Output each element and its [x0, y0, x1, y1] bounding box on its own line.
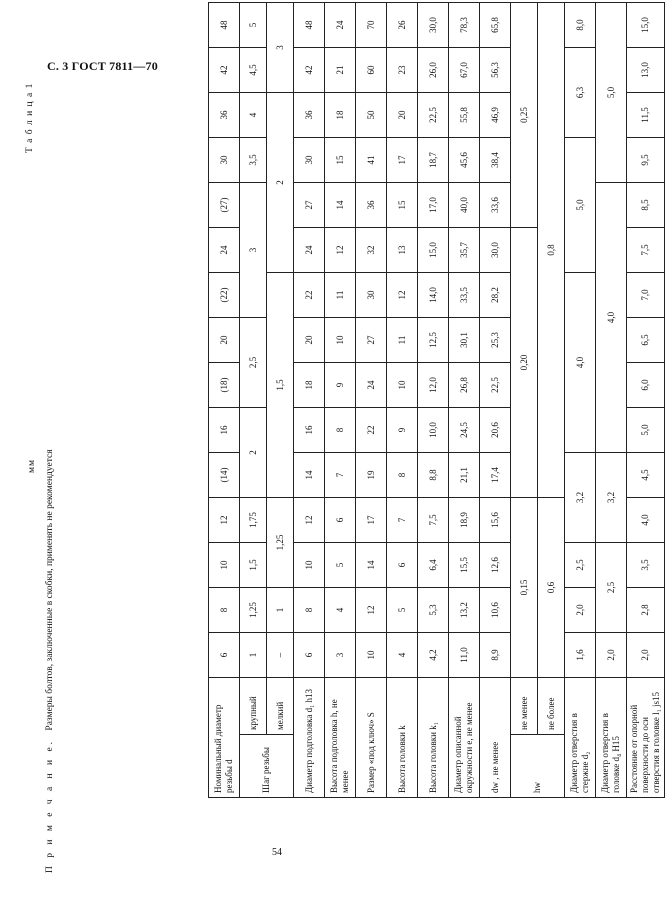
diameter-cell: 12 — [209, 498, 240, 543]
dimensions-table — [208, 2, 665, 798]
cell: 40,0 — [449, 183, 480, 228]
table-rotator — [208, 3, 665, 798]
cell: 20 — [387, 93, 418, 138]
cell: 56,3 — [480, 48, 511, 93]
diameter-cell: 8 — [209, 588, 240, 633]
cell: 2 — [267, 93, 294, 273]
cell: 12 — [294, 498, 325, 543]
d1-label: Диаметр подголовка d₁ h13 — [294, 678, 325, 798]
pitch-header: Шаг резьбы — [240, 735, 294, 798]
cell: 7,5 — [418, 498, 449, 543]
cell: 13 — [387, 228, 418, 273]
cell: 8 — [294, 588, 325, 633]
cell: 4,0 — [596, 183, 627, 453]
cell: 6 — [325, 498, 356, 543]
cell: 15,6 — [480, 498, 511, 543]
cell: 9 — [387, 408, 418, 453]
diameter-cell: 30 — [209, 138, 240, 183]
cell: 17 — [387, 138, 418, 183]
k1-label: Высота головки k₁ — [418, 678, 449, 798]
nominal-diameter-header: Номинальный диаметр резьбы d — [209, 678, 240, 798]
cell: 15,0 — [418, 228, 449, 273]
cell: 14 — [356, 543, 387, 588]
cell: 2 — [240, 408, 267, 498]
cell: 15 — [387, 183, 418, 228]
cell: 8,9 — [480, 633, 511, 678]
cell: 4 — [325, 588, 356, 633]
cell: 24 — [356, 363, 387, 408]
cell: 4,5 — [240, 48, 267, 93]
cell: 0,6 — [538, 498, 565, 678]
cell: 1 — [240, 633, 267, 678]
table-row — [449, 3, 480, 798]
d2-label: Диаметр отверстия в стержне d₂ — [565, 678, 596, 798]
table-row — [480, 3, 511, 798]
cell: 36 — [356, 183, 387, 228]
cell: 0,15 — [511, 498, 538, 678]
diameter-cell: 42 — [209, 48, 240, 93]
cell: 12 — [325, 228, 356, 273]
table-row — [418, 3, 449, 798]
cell: 1 — [267, 588, 294, 633]
diameter-cell: (18) — [209, 363, 240, 408]
cell: 18 — [325, 93, 356, 138]
pitch-fine-label: мелкий — [267, 678, 294, 735]
cell: 3 — [325, 633, 356, 678]
page-number: 54 — [272, 847, 282, 858]
cell: 24,5 — [449, 408, 480, 453]
cell: 22,5 — [418, 93, 449, 138]
cell: 0,25 — [511, 3, 538, 228]
cell: 4,5 — [627, 453, 665, 498]
cell: 22 — [356, 408, 387, 453]
cell: 1,75 — [240, 498, 267, 543]
cell: 9 — [325, 363, 356, 408]
cell: 3,2 — [565, 453, 596, 543]
cell: 13,2 — [449, 588, 480, 633]
cell: 11,5 — [627, 93, 665, 138]
cell: 4,2 — [418, 633, 449, 678]
e-label: Диаметр описанной окружности e, не менее — [449, 678, 480, 798]
cell: 8,5 — [627, 183, 665, 228]
cell: 30 — [294, 138, 325, 183]
cell: 50 — [356, 93, 387, 138]
note-label: П р и м е ч а н и е. — [45, 738, 55, 873]
d4-label: Диаметр отверстия в головке d₄ H15 — [596, 678, 627, 798]
cell: 5 — [387, 588, 418, 633]
cell: 6 — [387, 543, 418, 588]
cell: 26 — [387, 3, 418, 48]
s-label: Размер «под ключ» S — [356, 678, 387, 798]
diameter-cell: (14) — [209, 453, 240, 498]
cell: 15,5 — [449, 543, 480, 588]
cell: 10,0 — [418, 408, 449, 453]
diameter-cell: 24 — [209, 228, 240, 273]
cell: 8 — [325, 408, 356, 453]
cell: 15,0 — [627, 3, 665, 48]
cell: 42 — [294, 48, 325, 93]
cell: 3 — [267, 3, 294, 93]
cell: 32 — [356, 228, 387, 273]
cell: 12,6 — [480, 543, 511, 588]
units-label: мм — [27, 458, 37, 473]
cell: 67,0 — [449, 48, 480, 93]
cell: 7 — [325, 453, 356, 498]
cell: 20,6 — [480, 408, 511, 453]
cell: 10 — [325, 318, 356, 363]
cell: 12 — [387, 273, 418, 318]
cell: 33,6 — [480, 183, 511, 228]
cell: 45,6 — [449, 138, 480, 183]
cell: 18 — [294, 363, 325, 408]
cell: 2,5 — [596, 543, 627, 633]
cell: 3,5 — [240, 138, 267, 183]
cell: 5 — [325, 543, 356, 588]
cell: 10 — [387, 363, 418, 408]
table-row — [596, 3, 627, 798]
table-row — [209, 3, 240, 798]
hw-max-label: не более — [538, 678, 565, 735]
cell: 23 — [387, 48, 418, 93]
cell: 12,5 — [418, 318, 449, 363]
cell: 3,5 — [627, 543, 665, 588]
cell: 3 — [240, 183, 267, 318]
cell: 65,8 — [480, 3, 511, 48]
cell: 18,7 — [418, 138, 449, 183]
diameter-cell: 10 — [209, 543, 240, 588]
dw-label: dw , не менее — [480, 678, 511, 798]
cell: 17,0 — [418, 183, 449, 228]
table-row — [267, 3, 294, 798]
cell: 0,8 — [538, 3, 565, 498]
cell: 21 — [325, 48, 356, 93]
cell: 55,8 — [449, 93, 480, 138]
cell: 41 — [356, 138, 387, 183]
cell: 5,3 — [418, 588, 449, 633]
diameter-cell: (27) — [209, 183, 240, 228]
cell: 35,7 — [449, 228, 480, 273]
cell: 7 — [387, 498, 418, 543]
diameter-cell: 16 — [209, 408, 240, 453]
cell: 30,0 — [480, 228, 511, 273]
cell: 17,4 — [480, 453, 511, 498]
cell: 4 — [387, 633, 418, 678]
cell: 8,8 — [418, 453, 449, 498]
cell: 17 — [356, 498, 387, 543]
table-note — [45, 449, 55, 873]
cell: 26,8 — [449, 363, 480, 408]
cell: 12 — [356, 588, 387, 633]
cell: 10 — [356, 633, 387, 678]
diameter-cell: 48 — [209, 3, 240, 48]
cell: 15 — [325, 138, 356, 183]
cell: 60 — [356, 48, 387, 93]
cell: 1,25 — [267, 498, 294, 588]
cell: 2,5 — [565, 543, 596, 588]
table-row — [627, 3, 665, 798]
cell: 11,0 — [449, 633, 480, 678]
cell: 46,9 — [480, 93, 511, 138]
cell: 2,0 — [596, 633, 627, 678]
cell: 18,9 — [449, 498, 480, 543]
hw-min-label: не менее — [511, 678, 538, 735]
table-row — [294, 3, 325, 798]
diameter-cell: 6 — [209, 633, 240, 678]
cell: 0,20 — [511, 228, 538, 498]
cell: 6,5 — [627, 318, 665, 363]
cell: 3,2 — [596, 453, 627, 543]
cell: 10 — [294, 543, 325, 588]
table-row — [538, 3, 565, 798]
cell: 5,0 — [596, 3, 627, 183]
cell: 14 — [325, 183, 356, 228]
cell: 8 — [387, 453, 418, 498]
cell: 10,6 — [480, 588, 511, 633]
cell: 30 — [356, 273, 387, 318]
cell: 11 — [387, 318, 418, 363]
cell: 1,5 — [240, 543, 267, 588]
cell: 1,25 — [240, 588, 267, 633]
table-row — [356, 3, 387, 798]
l1-label: Расстояние от опорной поверхности до оси отверстия в головке l₁ js15 — [627, 678, 665, 798]
cell: 4,0 — [565, 273, 596, 453]
cell: 5,0 — [627, 408, 665, 453]
note-text: Размеры болтов, заключенные в скобки, применять не рекомендуется — [45, 449, 55, 731]
cell: 26,0 — [418, 48, 449, 93]
cell: 25,3 — [480, 318, 511, 363]
cell: 4,0 — [627, 498, 665, 543]
k-label: Высота головки k — [387, 678, 418, 798]
diameter-cell: (22) — [209, 273, 240, 318]
cell: 1,5 — [267, 273, 294, 498]
cell: 27 — [356, 318, 387, 363]
cell: 16 — [294, 408, 325, 453]
diameter-cell: 36 — [209, 93, 240, 138]
cell: 11 — [325, 273, 356, 318]
cell: 33,5 — [449, 273, 480, 318]
cell: 21,1 — [449, 453, 480, 498]
h-label: Высота подголовка h, не менее — [325, 678, 356, 798]
cell: 5,0 — [565, 138, 596, 273]
cell: 6 — [294, 633, 325, 678]
cell: 6,0 — [627, 363, 665, 408]
cell: 70 — [356, 3, 387, 48]
table-title: Т а б л и ц а 1 — [25, 82, 35, 153]
cell: 36 — [294, 93, 325, 138]
cell: 7,0 — [627, 273, 665, 318]
pitch-coarse-label: крупный — [240, 678, 267, 735]
table-row — [240, 3, 267, 798]
cell: 6,4 — [418, 543, 449, 588]
cell: 9,5 — [627, 138, 665, 183]
hw-label: hw — [511, 735, 565, 798]
cell: 19 — [356, 453, 387, 498]
table-row — [511, 3, 538, 798]
cell: 14 — [294, 453, 325, 498]
cell: 22 — [294, 273, 325, 318]
diameter-cell: 20 — [209, 318, 240, 363]
cell: 4 — [240, 93, 267, 138]
cell: 2,5 — [240, 318, 267, 408]
cell: 30,1 — [449, 318, 480, 363]
cell: 24 — [325, 3, 356, 48]
cell: 8,0 — [565, 3, 596, 48]
cell: 2,0 — [565, 588, 596, 633]
table-row — [565, 3, 596, 798]
page-header: С. 3 ГОСТ 7811—70 — [47, 59, 158, 73]
cell: 30,0 — [418, 3, 449, 48]
cell: 24 — [294, 228, 325, 273]
cell: 78,3 — [449, 3, 480, 48]
cell: 48 — [294, 3, 325, 48]
cell: 7,5 — [627, 228, 665, 273]
cell: 1,6 — [565, 633, 596, 678]
cell: 2,8 — [627, 588, 665, 633]
cell: 28,2 — [480, 273, 511, 318]
cell: 2,0 — [627, 633, 665, 678]
cell: 22,5 — [480, 363, 511, 408]
cell: 27 — [294, 183, 325, 228]
table-row — [387, 3, 418, 798]
cell: 12,0 — [418, 363, 449, 408]
cell: 20 — [294, 318, 325, 363]
cell: 38,4 — [480, 138, 511, 183]
cell: 6,3 — [565, 48, 596, 138]
cell: – — [267, 633, 294, 678]
cell: 13,0 — [627, 48, 665, 93]
table-row — [325, 3, 356, 798]
cell: 14,0 — [418, 273, 449, 318]
cell: 5 — [240, 3, 267, 48]
